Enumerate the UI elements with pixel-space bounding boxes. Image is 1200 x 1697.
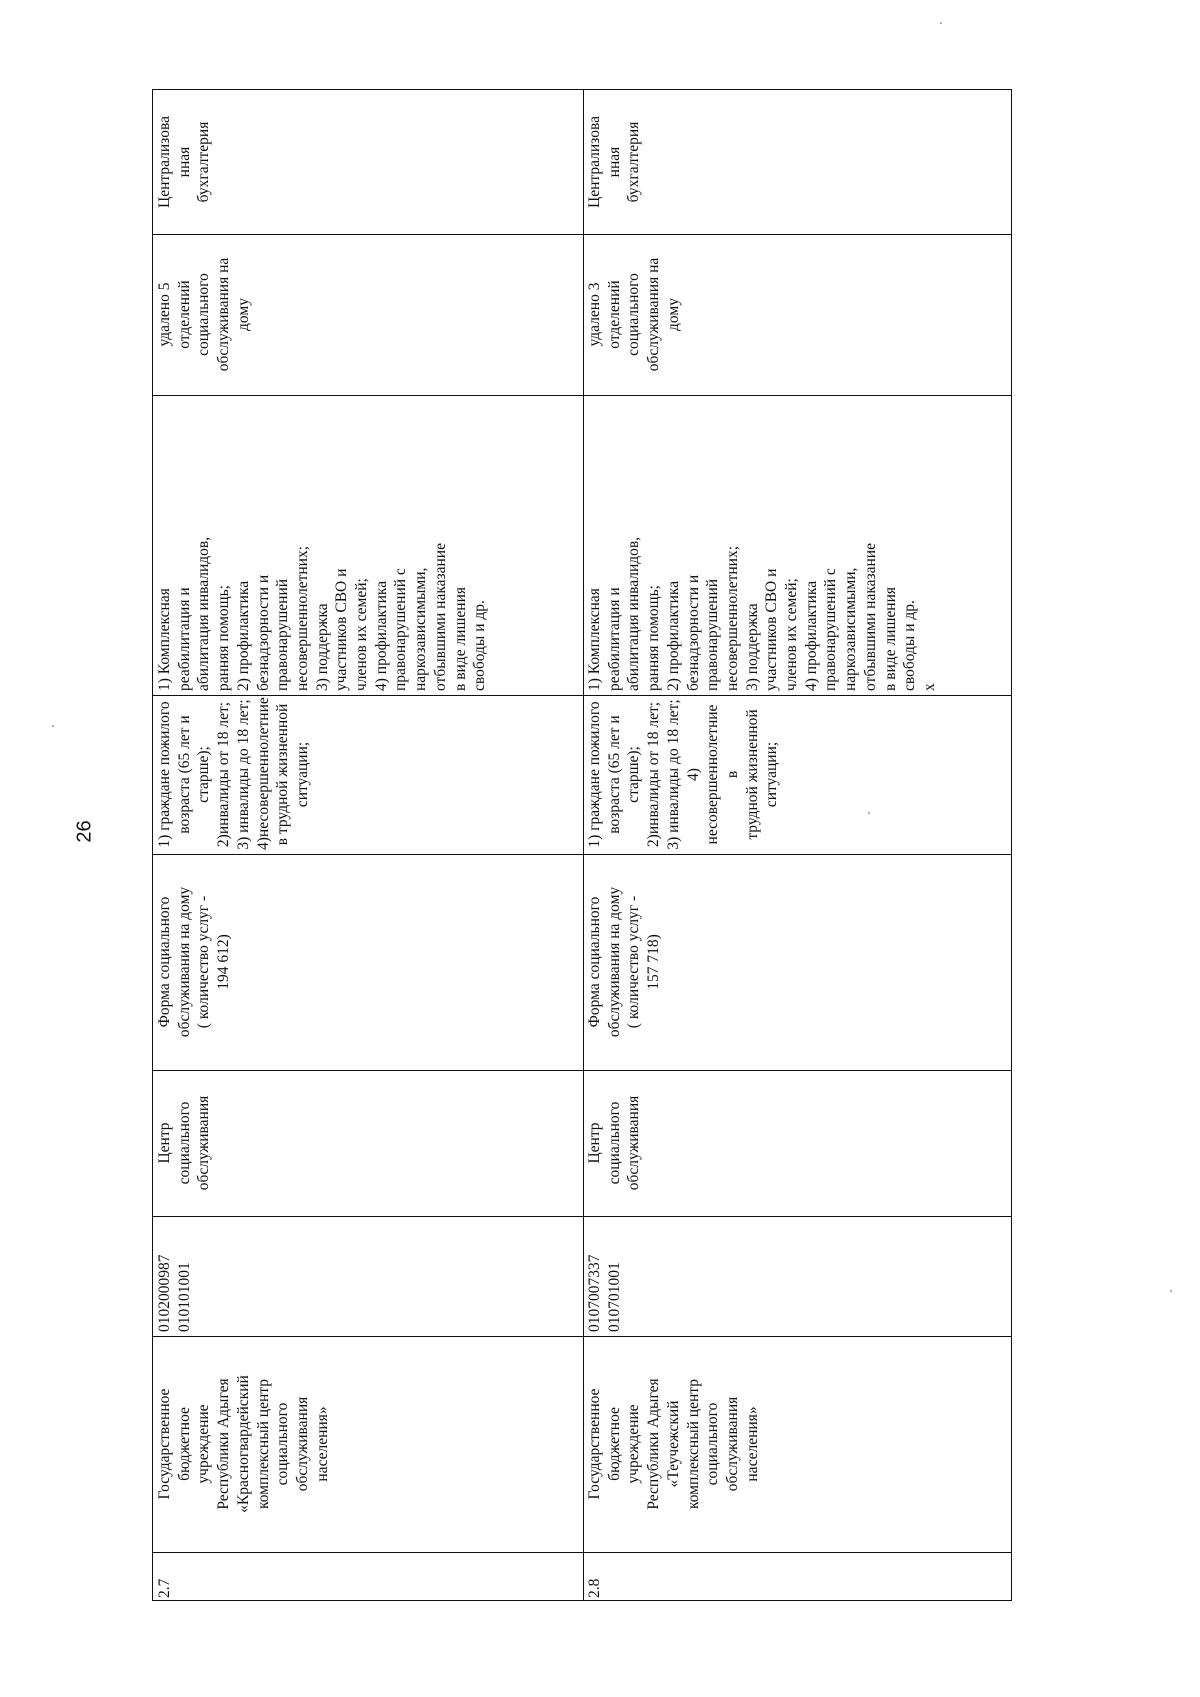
page-number: 26 xyxy=(73,820,96,843)
cell-service-form: Форма социального обслуживания на дому ( количество услуг - 157 718) xyxy=(586,886,663,1038)
cell-services: 1) Комплексная реабилитация и абилитация инвалидов, ранняя помощь; 2) профилактика безнадзорности и правонарушений несовершеннолетних; 3) поддержка участников СВО и членов их семей; 4) профилактика правонарушений с наркозависимыми, отбывшими наказание в виде лишения свободы и др. х xyxy=(586,536,938,691)
scan-speck xyxy=(52,725,54,727)
cell-accounting: Централизова нная бухгалтерия xyxy=(156,116,213,208)
cell-recipients: 1) граждане пожилого возраста (65 лет и старше); 2)инвалиды от 18 лет; 3) инвалиды до 18 лет; 4) несовершеннолетние в трудной жизненной ситуации; xyxy=(586,699,781,850)
scan-speck xyxy=(1170,1290,1172,1292)
cell-recipients: 1) граждане пожилого возраста (65 лет и старше); 2)инвалиды от 18 лет; 3) инвалиды до 18 лет; 4)несовершеннолетние в трудной жизненной ситуации; xyxy=(156,697,311,850)
cell-service-form: Форма социального обслуживания на дому ( количество услуг - 194 612) xyxy=(156,886,233,1038)
scan-speck xyxy=(940,22,942,24)
cell-row-number: 2.8 xyxy=(586,1578,603,1598)
cell-services: 1) Комплексная реабилитация и абилитация инвалидов, ранняя помощь; 2) профилактика безнадзорности и правонарушений несовершеннолетних; 3) поддержка участников СВО и членов их семей; 4) профилактика правонарушений с наркозависимыми, отбывшими наказание в виде лишения свободы и др. xyxy=(156,536,489,691)
cell-institution-type: Центр социального обслуживания xyxy=(586,1095,643,1191)
cell-accounting: Централизова нная бухгалтерия xyxy=(586,116,643,208)
cell-optimization: удалено 5 отделений социального обслуживания на дому xyxy=(156,257,252,372)
cell-institution-type: Центр социального обслуживания xyxy=(156,1095,213,1191)
cell-inn-kpp: 0107007337 010701001 xyxy=(586,1254,623,1332)
services-table xyxy=(152,89,1012,1601)
cell-organization: Государственное бюджетное учреждение Республики Адыгея «Красногвардейский комплексный центр социального обслуживания населения» xyxy=(156,1375,331,1513)
cell-inn-kpp: 0102000987 010101001 xyxy=(156,1254,193,1332)
scan-speck xyxy=(868,812,870,814)
cell-organization: Государственное бюджетное учреждение Республики Адыгея «Теучежский комплексный центр социального обслуживания населения» xyxy=(586,1378,761,1510)
cell-optimization: удалено 3 отделений социального обслуживания на дому xyxy=(586,257,682,372)
cell-row-number: 2.7 xyxy=(156,1578,173,1598)
